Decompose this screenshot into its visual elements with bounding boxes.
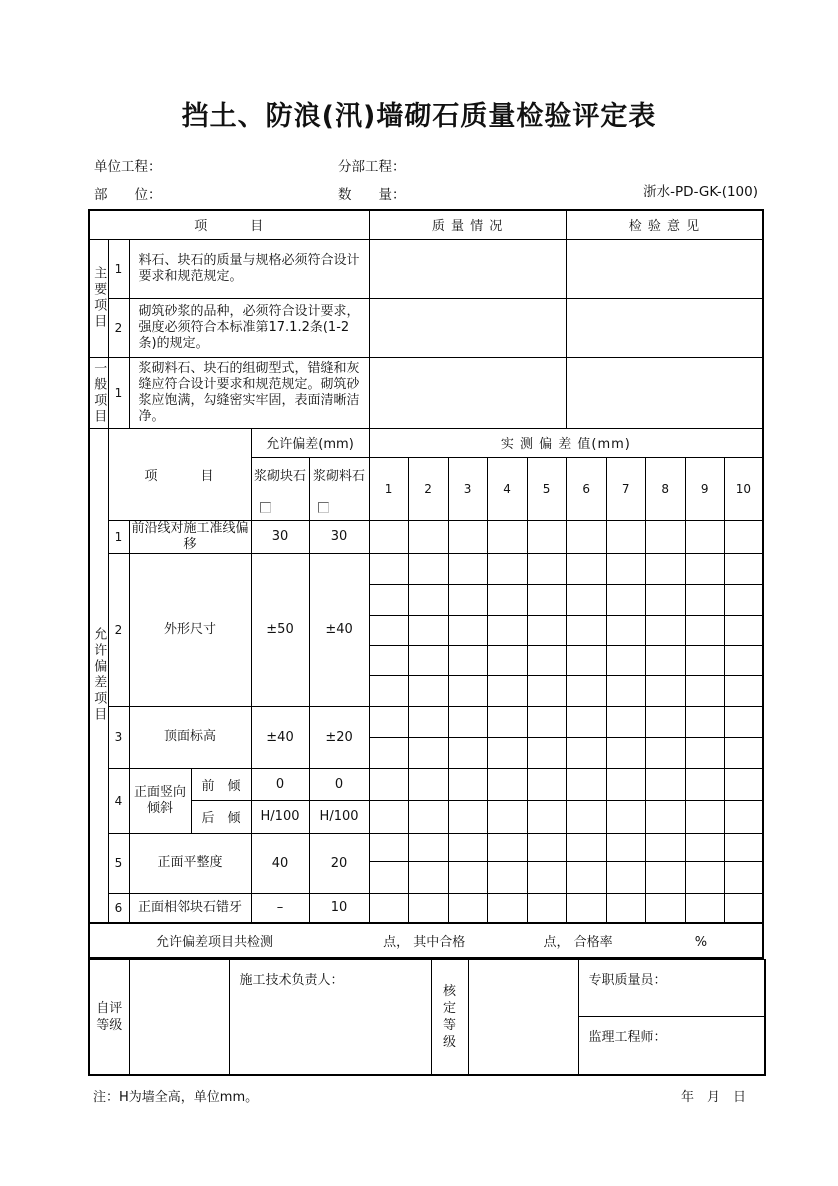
row-number: 1 <box>108 520 129 553</box>
measured-value-cell <box>566 553 606 584</box>
measured-value-cell <box>369 553 408 584</box>
measured-value-cell <box>408 768 448 800</box>
measured-value-cell <box>685 833 724 861</box>
measured-value-cell <box>487 861 527 893</box>
deviation-item-header: 项 目 <box>108 428 251 520</box>
measured-value-cell <box>448 520 487 553</box>
row-number: 6 <box>108 893 129 923</box>
deviation-row <box>89 706 763 737</box>
allowed-dressed-value: ±20 <box>309 706 369 768</box>
measured-value-cell <box>527 833 566 861</box>
quality-status-cell <box>369 298 566 357</box>
measured-value-cell <box>566 800 606 833</box>
measured-value-cell <box>566 675 606 706</box>
measured-value-cell <box>645 893 685 923</box>
row-number: 5 <box>108 833 129 893</box>
measured-value-cell <box>606 737 645 768</box>
summary-text-2: 点， 其中合格 <box>383 935 466 950</box>
deviation-header-row <box>89 428 763 457</box>
measured-value-cell <box>724 768 763 800</box>
quality-officer-label: 专职质量员： <box>578 960 765 1017</box>
measured-value-cell <box>448 737 487 768</box>
part-label: 部 位： <box>94 187 162 203</box>
allowed-block-value: ±40 <box>251 706 309 768</box>
measured-value-cell <box>685 768 724 800</box>
measured-value-cell <box>606 706 645 737</box>
measured-col-number: 9 <box>685 457 724 520</box>
measured-value-cell <box>685 645 724 675</box>
measured-value-cell <box>408 553 448 584</box>
measured-value-cell <box>724 737 763 768</box>
allowed-block-value: 30 <box>251 520 309 553</box>
measured-value-cell <box>645 584 685 615</box>
measured-value-cell <box>369 706 408 737</box>
deviation-item-name: 顶面标高 <box>129 706 251 768</box>
item-description: 砌筑砂浆的品种，必须符合设计要求，强度必须符合本标准第17.1.2条(1-2条)的规定。 <box>129 298 369 357</box>
header-fields <box>88 153 762 209</box>
deviation-item-name: 外形尺寸 <box>129 553 251 706</box>
summary-text-3: 点， 合格率 <box>543 935 613 950</box>
col-header-item: 项 目 <box>89 210 369 239</box>
deviation-item-name: 正面相邻块石错牙 <box>129 893 251 923</box>
deviation-row <box>89 833 763 861</box>
deviation-item-name: 正面平整度 <box>129 833 251 893</box>
measured-col-number: 2 <box>408 457 448 520</box>
form-code: 浙水-PD-GK-(100) <box>643 184 758 200</box>
measured-value-cell <box>527 520 566 553</box>
row-number: 3 <box>108 706 129 768</box>
measured-value-cell <box>685 520 724 553</box>
measured-col-number: 4 <box>487 457 527 520</box>
row-number: 1 <box>108 239 129 298</box>
allowed-dressed-value: ±40 <box>309 553 369 706</box>
quality-status-cell <box>369 239 566 298</box>
measured-value-cell <box>487 706 527 737</box>
measured-col-number: 7 <box>606 457 645 520</box>
measured-value-cell <box>369 768 408 800</box>
measured-value-cell <box>369 584 408 615</box>
measured-value-cell <box>448 833 487 861</box>
measured-value-cell <box>724 553 763 584</box>
quantity-label: 数 量： <box>338 187 406 203</box>
self-grade-value-cell <box>129 960 229 1075</box>
measured-value-cell <box>408 893 448 923</box>
allowed-block-value: ±50 <box>251 553 309 706</box>
measured-value-cell <box>527 706 566 737</box>
measured-value-cell <box>566 768 606 800</box>
measured-value-cell <box>369 615 408 645</box>
measured-deviation-header: 实 测 偏 差 值(mm) <box>369 428 763 457</box>
tilt-direction-label: 前 倾 <box>191 768 251 800</box>
measured-value-cell <box>685 893 724 923</box>
measured-value-cell <box>369 520 408 553</box>
measured-value-cell <box>606 553 645 584</box>
measured-value-cell <box>527 675 566 706</box>
measured-value-cell <box>448 645 487 675</box>
measured-value-cell <box>606 645 645 675</box>
deviation-subrow <box>89 800 763 833</box>
measured-value-cell <box>527 861 566 893</box>
allowed-block-value: 0 <box>251 768 309 800</box>
measured-value-cell <box>448 675 487 706</box>
measured-value-cell <box>724 615 763 645</box>
measured-value-cell <box>487 520 527 553</box>
section-label-general: 一般项目 <box>91 360 107 425</box>
measured-value-cell <box>685 706 724 737</box>
section-general-items <box>89 357 108 428</box>
measured-value-cell <box>645 675 685 706</box>
summary-text-4: % <box>694 935 708 950</box>
item-description: 浆砌料石、块石的组砌型式，错缝和灰缝应符合设计要求和规范规定。砌筑砂浆应饱满，勾缝密实牢固，表面清晰洁净。 <box>129 357 369 428</box>
col-header-opinion: 检 验 意 见 <box>566 210 763 239</box>
deviation-item-name: 前沿线对施工准线偏移 <box>129 520 251 553</box>
deviation-row <box>89 893 763 923</box>
supervisor-label: 监理工程师： <box>578 1017 765 1075</box>
main-item-row <box>89 298 763 357</box>
measured-value-cell <box>448 553 487 584</box>
measured-value-cell <box>685 737 724 768</box>
block-stone-label: 浆砌块石 <box>253 468 306 484</box>
measured-value-cell <box>645 553 685 584</box>
measured-value-cell <box>448 768 487 800</box>
measured-value-cell <box>527 615 566 645</box>
verify-grade-label: 核定等级 <box>431 960 468 1075</box>
measured-value-cell <box>566 861 606 893</box>
measured-value-cell <box>606 833 645 861</box>
measured-value-cell <box>645 861 685 893</box>
dressed-stone-checkbox[interactable] <box>318 502 329 513</box>
measured-value-cell <box>645 615 685 645</box>
footnote: 注：H为墙全高，单位mm。 <box>93 1089 259 1105</box>
measured-value-cell <box>724 520 763 553</box>
measured-value-cell <box>408 737 448 768</box>
block-stone-header-cell <box>251 457 309 520</box>
measured-value-cell <box>606 893 645 923</box>
signature-row <box>89 960 765 1017</box>
section-deviation-items <box>89 428 108 923</box>
allowed-dressed-value: 30 <box>309 520 369 553</box>
measured-value-cell <box>487 584 527 615</box>
measured-value-cell <box>724 645 763 675</box>
measured-value-cell <box>606 675 645 706</box>
measured-value-cell <box>487 553 527 584</box>
measured-value-cell <box>685 861 724 893</box>
measured-value-cell <box>645 706 685 737</box>
measured-value-cell <box>408 800 448 833</box>
measured-value-cell <box>408 645 448 675</box>
summary-cell <box>89 923 763 958</box>
date-placeholder: 年 月 日 <box>680 1089 746 1105</box>
measured-value-cell <box>645 768 685 800</box>
general-item-row <box>89 357 763 428</box>
inspection-opinion-cell <box>566 357 763 428</box>
measured-value-cell <box>685 584 724 615</box>
allowed-dressed-value: 20 <box>309 833 369 893</box>
inspection-opinion-cell <box>566 239 763 298</box>
measured-value-cell <box>645 800 685 833</box>
measured-value-cell <box>606 861 645 893</box>
deviation-row <box>89 520 763 553</box>
measured-value-cell <box>566 584 606 615</box>
block-stone-checkbox[interactable] <box>260 502 271 513</box>
measured-value-cell <box>724 706 763 737</box>
measured-col-number: 10 <box>724 457 763 520</box>
tilt-direction-label: 后 倾 <box>191 800 251 833</box>
measured-value-cell <box>527 553 566 584</box>
measured-value-cell <box>606 520 645 553</box>
section-main-items <box>89 239 108 357</box>
measured-value-cell <box>487 768 527 800</box>
measured-value-cell <box>566 893 606 923</box>
measured-value-cell <box>606 800 645 833</box>
measured-value-cell <box>408 584 448 615</box>
measured-col-number: 1 <box>369 457 408 520</box>
dressed-stone-label: 浆砌料石 <box>313 468 366 484</box>
measured-value-cell <box>487 893 527 923</box>
table-header-row <box>89 210 763 239</box>
measured-value-cell <box>448 893 487 923</box>
measured-value-cell <box>606 768 645 800</box>
form-title: 挡土、防浪(汛)墙砌石质量检验评定表 <box>181 101 657 132</box>
section-label-deviation: 允许偏差项目 <box>91 627 107 724</box>
measured-value-cell <box>369 893 408 923</box>
deviation-row <box>89 553 763 584</box>
measured-value-cell <box>527 768 566 800</box>
measured-value-cell <box>724 833 763 861</box>
footnote-line <box>88 1086 762 1105</box>
measured-value-cell <box>685 615 724 645</box>
main-item-row <box>89 239 763 298</box>
measured-value-cell <box>408 861 448 893</box>
unit-project-label: 单位工程： <box>94 159 162 175</box>
summary-text-1: 允许偏差项目共检测 <box>156 935 274 950</box>
measured-value-cell <box>566 520 606 553</box>
measured-value-cell <box>487 645 527 675</box>
measured-value-cell <box>408 833 448 861</box>
measured-col-number: 5 <box>527 457 566 520</box>
measured-value-cell <box>369 737 408 768</box>
quality-status-cell <box>369 357 566 428</box>
measured-col-number: 8 <box>645 457 685 520</box>
allowed-block-value: – <box>251 893 309 923</box>
measured-value-cell <box>685 675 724 706</box>
measured-value-cell <box>685 800 724 833</box>
row-number: 2 <box>108 553 129 706</box>
measured-value-cell <box>448 584 487 615</box>
allowed-deviation-header: 允许偏差(mm) <box>251 428 369 457</box>
measured-value-cell <box>487 615 527 645</box>
signature-table <box>88 959 766 1076</box>
measured-value-cell <box>724 675 763 706</box>
measured-value-cell <box>487 833 527 861</box>
measured-value-cell <box>566 706 606 737</box>
row-number: 1 <box>108 357 129 428</box>
deviation-row <box>89 768 763 800</box>
summary-row <box>89 923 763 958</box>
measured-value-cell <box>369 675 408 706</box>
measured-value-cell <box>724 861 763 893</box>
verify-grade-value-cell <box>468 960 578 1075</box>
section-label-main: 主要项目 <box>91 266 107 330</box>
measured-value-cell <box>527 800 566 833</box>
measured-value-cell <box>566 645 606 675</box>
measured-value-cell <box>606 615 645 645</box>
division-project-label: 分部工程： <box>338 159 406 175</box>
allowed-block-value: 40 <box>251 833 309 893</box>
measured-value-cell <box>566 737 606 768</box>
measured-value-cell <box>369 861 408 893</box>
measured-value-cell <box>645 520 685 553</box>
measured-value-cell <box>448 706 487 737</box>
measured-value-cell <box>724 893 763 923</box>
measured-value-cell <box>448 800 487 833</box>
measured-value-cell <box>566 615 606 645</box>
self-grade-label: 自评等级 <box>89 960 129 1075</box>
measured-value-cell <box>645 737 685 768</box>
measured-value-cell <box>487 800 527 833</box>
dressed-stone-header-cell <box>309 457 369 520</box>
measured-value-cell <box>448 861 487 893</box>
measured-value-cell <box>527 737 566 768</box>
measured-value-cell <box>408 706 448 737</box>
measured-value-cell <box>408 615 448 645</box>
measured-value-cell <box>448 615 487 645</box>
inspection-opinion-cell <box>566 298 763 357</box>
allowed-block-value: H/100 <box>251 800 309 833</box>
measured-value-cell <box>369 645 408 675</box>
allowed-dressed-value: 0 <box>309 768 369 800</box>
deviation-item-name: 正面竖向倾斜 <box>129 768 191 833</box>
measured-value-cell <box>369 800 408 833</box>
measured-value-cell <box>606 584 645 615</box>
item-description: 料石、块石的质量与规格必须符合设计要求和规范规定。 <box>129 239 369 298</box>
measured-col-number: 3 <box>448 457 487 520</box>
measured-value-cell <box>408 520 448 553</box>
col-header-quality: 质 量 情 况 <box>369 210 566 239</box>
measured-value-cell <box>527 893 566 923</box>
measured-col-number: 6 <box>566 457 606 520</box>
measured-value-cell <box>487 675 527 706</box>
tech-lead-label: 施工技术负责人： <box>229 960 431 1075</box>
measured-value-cell <box>369 833 408 861</box>
row-number: 2 <box>108 298 129 357</box>
measured-value-cell <box>487 737 527 768</box>
measured-value-cell <box>645 645 685 675</box>
allowed-dressed-value: 10 <box>309 893 369 923</box>
row-number: 4 <box>108 768 129 833</box>
measured-value-cell <box>685 553 724 584</box>
measured-value-cell <box>724 800 763 833</box>
measured-value-cell <box>645 833 685 861</box>
measured-value-cell <box>408 675 448 706</box>
measured-value-cell <box>724 584 763 615</box>
allowed-dressed-value: H/100 <box>309 800 369 833</box>
measured-value-cell <box>527 645 566 675</box>
measured-value-cell <box>566 833 606 861</box>
measured-value-cell <box>527 584 566 615</box>
inspection-table <box>88 209 764 959</box>
